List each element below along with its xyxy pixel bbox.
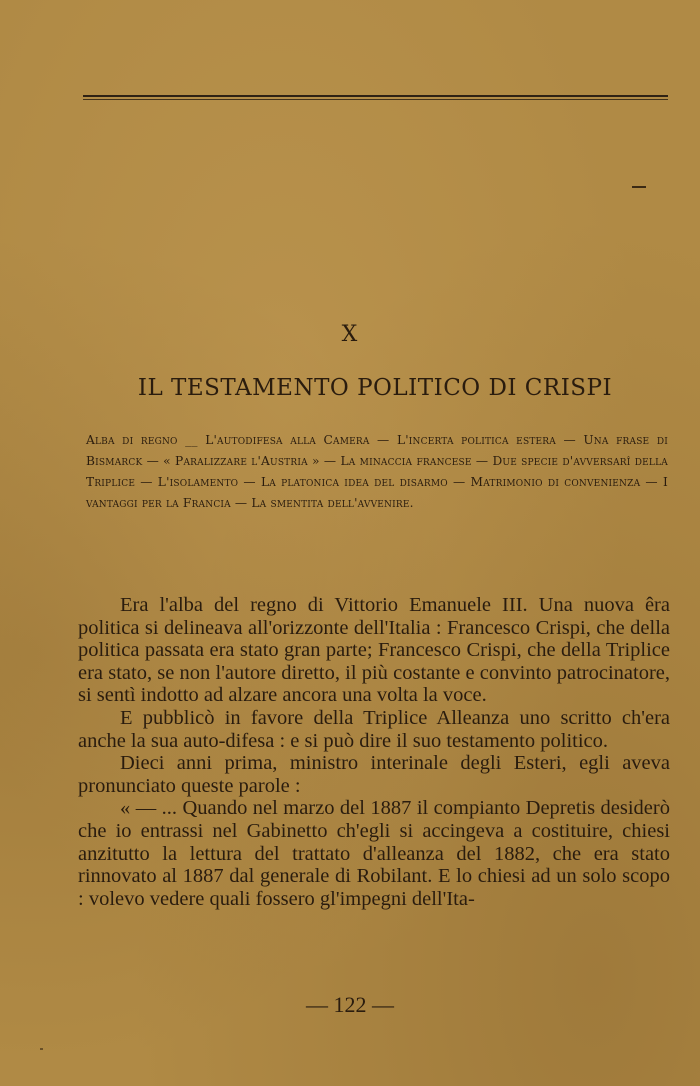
ink-speck: [40, 1048, 43, 1050]
page-number: — 122 —: [306, 992, 394, 1017]
paragraph: E pubblicò in favore della Triplice Alleanza uno scritto ch'era anche la sua auto-difesa : e si può dire il suo testamento politico.: [78, 706, 670, 752]
ink-speck: [632, 186, 646, 188]
chapter-number: X: [341, 322, 359, 347]
paragraph: Dieci anni prima, ministro interinale degli Esteri, egli aveva pronunciato queste parole :: [78, 752, 670, 797]
header-rule-line: [83, 95, 668, 97]
chapter-title: IL TESTAMENTO POLITICO DI CRISPI: [137, 375, 613, 401]
header-rule-line: [83, 99, 668, 100]
header-rule: [83, 95, 668, 103]
paragraph: « — ... Quando nel marzo del 1887 il compianto Depretis desiderò che io entrassi nel Gabinetto ch'egli si accingeva a costituire, chiesi anzitutto la lettura del trattato d'alleanza del 1882, che era stato rinnovato al 1887 dal generale di Robilant. E lo chiesi ad un solo scopo : volevo vedere quali fossero gl'impegni dell'Ita-: [78, 797, 670, 910]
chapter-summary: Alba di regno __ L'autodifesa alla Camera — L'incerta politica estera — Una frase di Bismarck — « Paralizzare l'Austria » — La minaccia francese — Due specie d'avversarî della Triplice — L'isolamento — La platonica idea del disarmo — Matrimonio di convenienza — I vantaggi per la Francia — La smentita dell'avvenire.: [86, 433, 668, 510]
paragraph: Era l'alba del regno di Vittorio Emanuele III. Una nuova êra politica si delineava all'orizzonte dell'Italia : Francesco Crispi, che della politica passata era stato gran parte; Francesco Crispi, che della Triplice era stato, se non l'autore diretto, il più costante e convinto patrocinatore, si sentì indotto ad alzare ancora una volta la voce.: [78, 594, 670, 707]
body-text: [78, 594, 670, 910]
